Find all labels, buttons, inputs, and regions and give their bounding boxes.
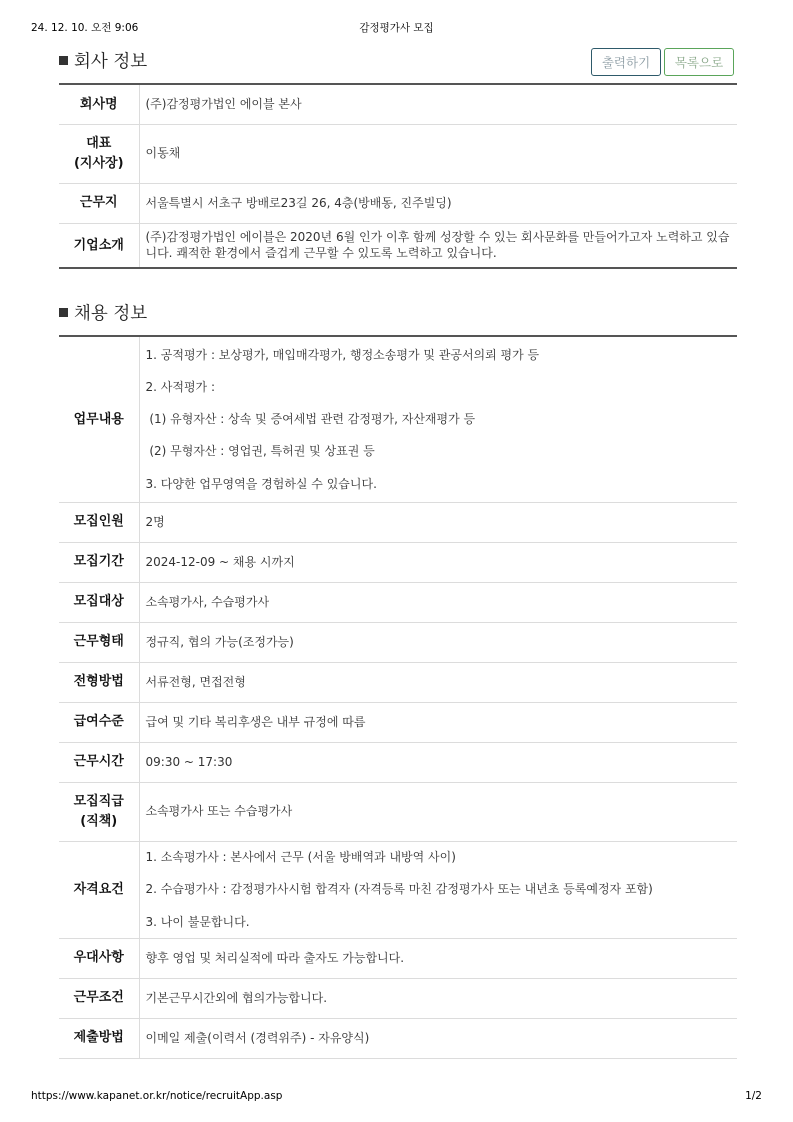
company-section-title-text: 회사 정보: [74, 52, 148, 72]
duties-line: 1. 공적평가 : 보상평가, 매입매각평가, 행정소송평가 및 관공서의뢰 평가 등: [145, 347, 540, 362]
duties-line: 2. 사적평가 :: [145, 379, 215, 394]
table-row: [59, 183, 737, 223]
table-row: [59, 742, 737, 782]
table-row: [59, 702, 737, 742]
location-value: 서울특별시 서초구 방배로23길 26, 4층(방배동, 진주빌딩): [145, 195, 452, 210]
recruit-info-table: [59, 335, 737, 1059]
table-row: [59, 124, 737, 183]
company-section-title: [59, 48, 147, 73]
target-value: 소속평가사, 수습평가사: [145, 594, 270, 609]
salary-label: 급여수준: [59, 702, 139, 742]
conditions-value: 기본근무시간외에 협의가능합니다.: [145, 990, 328, 1005]
print-button[interactable]: 출력하기: [591, 48, 661, 76]
square-bullet-icon: [59, 308, 68, 317]
position-label: 모집직급 (직책): [59, 782, 139, 841]
company-name-label: 회사명: [59, 84, 139, 124]
print-footer: [31, 1090, 762, 1106]
headcount-value: 2명: [145, 514, 165, 529]
qualifications-line: 3. 나이 불문합니다.: [145, 914, 250, 929]
submission-value: 이메일 제출(이력서 (경력위주) - 자유양식): [145, 1030, 370, 1045]
duties-line: 3. 다양한 업무영역을 경험하실 수 있습니다.: [145, 476, 377, 491]
table-row: [59, 336, 737, 502]
qualifications-line: 1. 소속평가사 : 본사에서 근무 (서울 방배역과 내방역 사이): [145, 850, 456, 865]
table-row: [59, 84, 737, 124]
qualifications-value: [139, 841, 737, 938]
page-number: 1/2: [745, 1090, 762, 1102]
headcount-label: 모집인원: [59, 502, 139, 542]
table-row: [59, 1018, 737, 1058]
qualifications-label: 자격요건: [59, 841, 139, 938]
page-url: https://www.kapanet.or.kr/notice/recruitApp.asp: [31, 1090, 283, 1102]
submission-label: 제출방법: [59, 1018, 139, 1058]
company-intro-value: (주)감정평가법인 에이블은 2020년 6월 인가 이후 함께 성장할 수 있는 회사문화를 만들어가고자 노력하고 있습니다. 쾌적한 환경에서 즐겁게 근무할 수 있도록 노력하고 있습니다.: [145, 230, 730, 261]
print-doc-title: 감정평가사 모집: [359, 22, 434, 34]
table-row: [59, 223, 737, 268]
company-intro-label: 기업소개: [59, 223, 139, 268]
preferences-value: 향후 영업 및 처리실적에 따라 출자도 가능합니다.: [145, 950, 405, 965]
position-value: 소속평가사 또는 수습평가사: [145, 804, 293, 819]
print-date: 24. 12. 10. 오전 9:06: [31, 22, 139, 34]
table-row: [59, 542, 737, 582]
selection-label: 전형방법: [59, 662, 139, 702]
duties-line: (2) 무형자산 : 영업권, 특허권 및 상표권 등: [145, 444, 375, 459]
preferences-label: 우대사항: [59, 938, 139, 978]
duties-label: 업무내용: [59, 336, 139, 502]
square-bullet-icon: [59, 56, 68, 65]
table-row: [59, 582, 737, 622]
salary-value: 급여 및 기타 복리후생은 내부 규정에 따름: [145, 714, 366, 729]
hours-value: 09:30 ~ 17:30: [145, 754, 233, 769]
table-row: [59, 841, 737, 938]
period-value: 2024-12-09 ~ 채용 시까지: [145, 554, 295, 569]
table-row: [59, 938, 737, 978]
target-label: 모집대상: [59, 582, 139, 622]
recruit-section-title-text: 채용 정보: [74, 304, 148, 324]
duties-line: (1) 유형자산 : 상속 및 증여세법 관련 감정평가, 자산재평가 등: [145, 412, 476, 427]
table-row: [59, 782, 737, 841]
qualifications-line: 2. 수습평가사 : 감정평가사시험 합격자 (자격등록 마친 감정평가사 또는 내년초 등록예정자 포함): [145, 882, 653, 897]
employment-type-label: 근무형태: [59, 622, 139, 662]
table-row: [59, 978, 737, 1018]
representative-value: 이동채: [145, 146, 181, 161]
conditions-label: 근무조건: [59, 978, 139, 1018]
location-label: 근무지: [59, 183, 139, 223]
company-info-table: [59, 83, 737, 269]
table-row: [59, 622, 737, 662]
table-row: [59, 502, 737, 542]
selection-value: 서류전형, 면접전형: [145, 674, 246, 689]
recruit-section-title: [59, 300, 147, 325]
employment-type-value: 정규직, 협의 가능(조정가능): [145, 634, 294, 649]
company-name-value: (주)감정평가법인 에이블 본사: [145, 97, 302, 112]
duties-value: [139, 336, 737, 502]
representative-label: 대표 (지사장): [59, 124, 139, 183]
print-header: [31, 20, 762, 36]
hours-label: 근무시간: [59, 742, 139, 782]
table-row: [59, 662, 737, 702]
back-to-list-button[interactable]: 목록으로: [664, 48, 734, 76]
period-label: 모집기간: [59, 542, 139, 582]
